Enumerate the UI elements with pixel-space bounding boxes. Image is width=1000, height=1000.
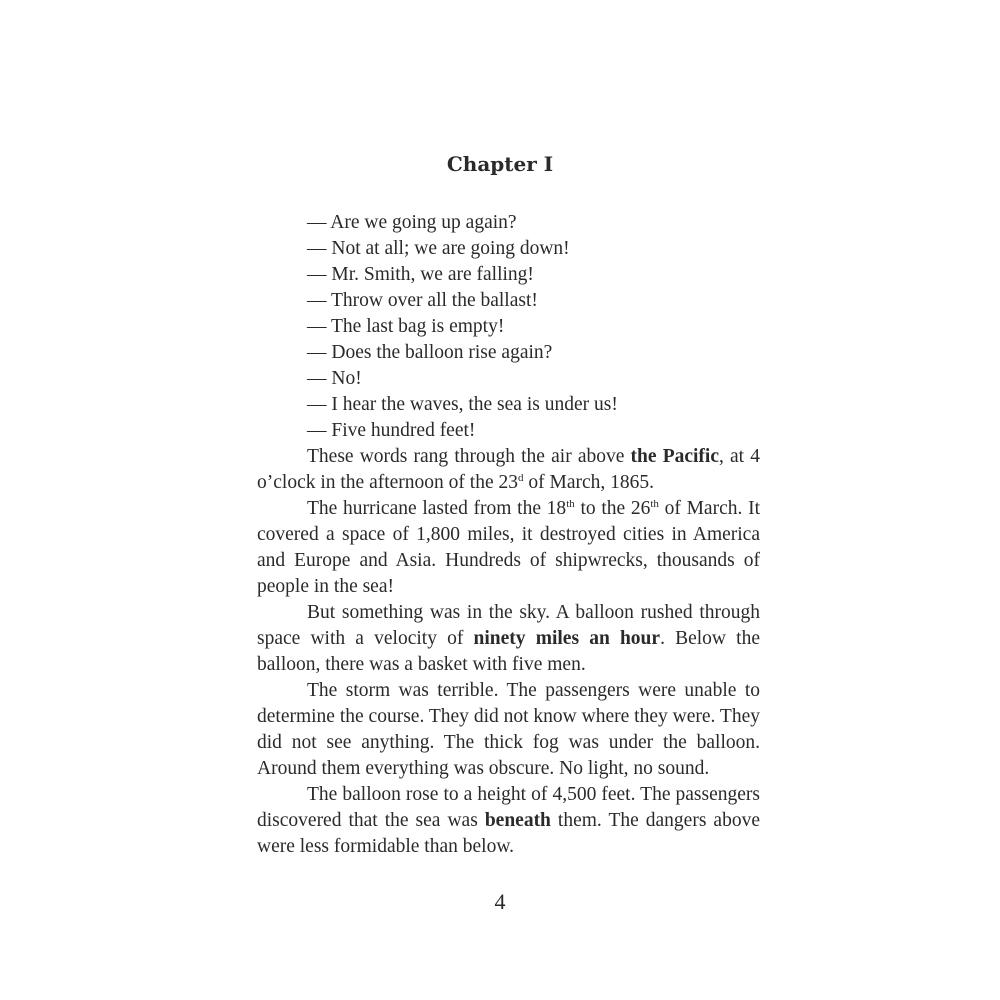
ordinal-suffix: d xyxy=(518,472,524,484)
paragraph-text: These words rang through the air above xyxy=(307,446,631,467)
ordinal-suffix: th xyxy=(566,498,575,510)
chapter-text xyxy=(257,210,760,860)
bold-text: beneath xyxy=(484,810,551,831)
paragraph-text: , at 4 o’clock in the afternoon of the 23 xyxy=(257,446,761,493)
paragraph-text: to the 26 xyxy=(574,498,651,519)
bold-text: ninety miles an hour xyxy=(473,628,661,649)
page-number: 4 xyxy=(494,889,506,914)
paragraph-balloon xyxy=(257,600,760,678)
paragraph-text: But something was in the sky. A balloon rushed through space with a velocity of xyxy=(257,602,760,649)
dialogue-line: — The last bag is empty! xyxy=(307,316,505,337)
dialogue-line: — I hear the waves, the sea is under us! xyxy=(307,394,618,415)
paragraph-text: The hurricane lasted from the 18 xyxy=(307,498,567,519)
dialogue-line: — Mr. Smith, we are falling! xyxy=(307,264,534,285)
dialogue-line: — Are we going up again? xyxy=(307,212,517,233)
paragraph-height xyxy=(257,782,760,860)
dialogue-line: — Throw over all the ballast! xyxy=(307,290,538,311)
dialogue-line: — Five hundred feet! xyxy=(307,420,476,441)
dialogue-line: — Not at all; we are going down! xyxy=(307,238,570,259)
paragraph-storm xyxy=(257,678,760,782)
chapter-title: Chapter I xyxy=(446,152,554,176)
paragraph-text: . Below the balloon, there was a basket with five men. xyxy=(257,628,761,675)
paragraph-hurricane xyxy=(257,496,760,600)
paragraph-text: of March, 1865. xyxy=(523,472,655,493)
paragraph-text: The balloon rose to a height of 4,500 feet. The passengers discovered that the sea was xyxy=(257,784,760,831)
ordinal-suffix: th xyxy=(650,498,659,510)
paragraph-text: The storm was terrible. The passengers were unable to determine the course. They did not know where they were. They did not see anything. The thick fog was under the balloon. Around them everything was obscure. No light, no sound. xyxy=(257,680,760,779)
paragraph-text: of March. It covered a space of 1,800 miles, it destroyed cities in America and Europe and Asia. Hundreds of shipwrecks, thousands of people in the sea! xyxy=(257,498,760,597)
paragraph-text: them. The dangers above were less formidable than below. xyxy=(257,810,760,857)
dialogue-line: — Does the balloon rise again? xyxy=(307,342,553,363)
paragraph-pacific xyxy=(257,444,760,496)
bold-text: the Pacific xyxy=(630,446,719,467)
dialogue-line: — No! xyxy=(307,368,362,389)
